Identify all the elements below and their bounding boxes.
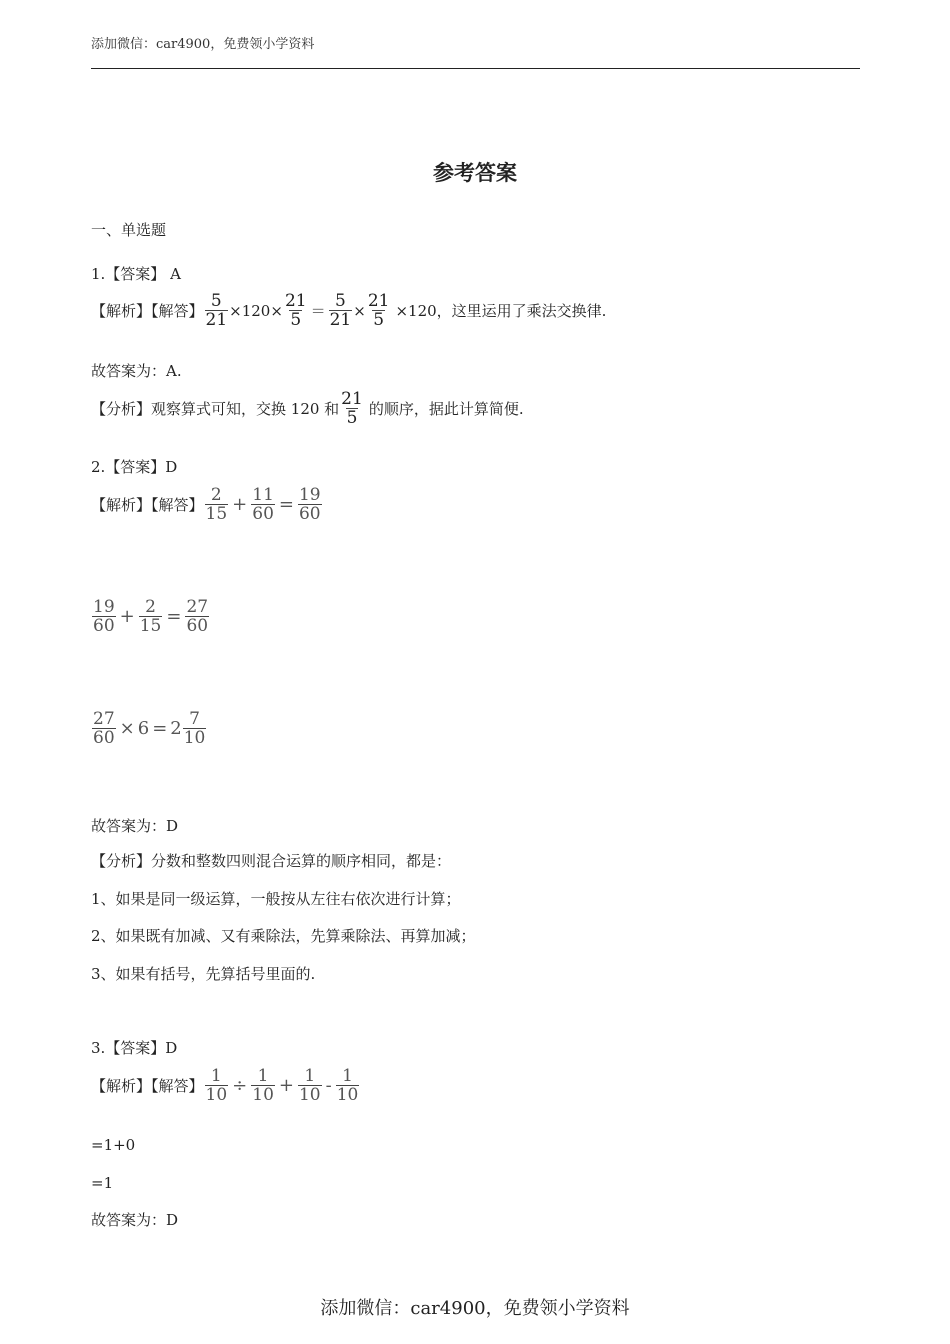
q1-solution-label: 【解析】【解答】 — [91, 301, 204, 320]
times-sign: × — [119, 717, 135, 739]
section-heading: 一、单选题 — [91, 221, 167, 239]
fraction: $\frac{19}{60}$ — [93, 597, 115, 636]
q2-rule-1: 1、如果是同一级运算，一般按从左往右依次进行计算； — [91, 890, 461, 908]
equals-sign: ＝ — [310, 301, 326, 320]
analysis-text: 的顺序，据此计算简便. — [368, 399, 524, 418]
expression-text: ×120，这里运用了乘法交换律. — [395, 301, 607, 320]
equals-sign: = — [152, 717, 168, 739]
q2-solution — [91, 486, 323, 523]
plus-sign: + — [119, 605, 135, 627]
fraction: $\frac{2}{15}$ — [205, 485, 228, 524]
fraction: $\frac{21}{5}$ — [284, 291, 307, 330]
fraction: $\frac{2}{15}$ — [139, 597, 162, 636]
fraction: $\frac{7}{10}$ — [183, 709, 206, 748]
q2-solution-label: 【解析】【解答】 — [91, 495, 204, 514]
q2-conclusion: 故答案为：D — [91, 817, 179, 835]
equals-sign: = — [166, 605, 182, 627]
equals-sign: = — [278, 493, 294, 515]
q3-step-1: =1+0 — [91, 1136, 136, 1154]
plus-sign: + — [278, 1074, 294, 1096]
fraction: $\frac{1}{10}$ — [205, 1066, 228, 1105]
q2-analysis: 【分析】分数和整数四则混合运算的顺序相同，都是： — [91, 852, 452, 870]
q3-conclusion: 故答案为：D — [91, 1211, 179, 1229]
fraction: $\frac{27}{60}$ — [93, 709, 115, 748]
fraction: $\frac{11}{60}$ — [252, 485, 274, 524]
q1-analysis — [91, 390, 524, 427]
mixed-number — [170, 710, 207, 747]
plus-sign: + — [232, 493, 248, 515]
fraction: $\frac{21}{5}$ — [367, 291, 390, 330]
fraction: $\frac{5}{21}$ — [329, 291, 352, 330]
page-header-text: 添加微信：car4900，免费领小学资料 — [91, 37, 315, 52]
q3-solution — [91, 1067, 360, 1104]
q1-answer: 1.【答案】 A — [91, 265, 181, 283]
q2-step-3 — [91, 710, 207, 747]
page-title: 参考答案 — [433, 160, 517, 185]
q2-rule-3: 3、如果有括号，先算括号里面的. — [91, 965, 316, 983]
fraction: $\frac{1}{10}$ — [336, 1066, 359, 1105]
q3-answer: 3.【答案】D — [91, 1039, 178, 1057]
expression-text: ×120× — [229, 301, 283, 320]
multiplier: 6 — [137, 717, 150, 739]
header-divider — [91, 68, 860, 69]
expression-text: × — [353, 301, 366, 320]
fraction: $\frac{19}{60}$ — [298, 485, 321, 524]
divide-sign: ÷ — [232, 1074, 248, 1096]
q2-rule-2: 2、如果既有加减、又有乘除法，先算乘除法、再算加减； — [91, 927, 476, 945]
q1-conclusion: 故答案为：A. — [91, 362, 182, 380]
q2-step-2 — [91, 598, 210, 635]
page-footer-text: 添加微信：car4900，免费领小学资料 — [320, 1298, 630, 1319]
whole-part: 2 — [170, 717, 182, 739]
q3-solution-label: 【解析】【解答】 — [91, 1076, 204, 1095]
minus-sign: - — [325, 1074, 332, 1096]
q2-answer: 2.【答案】D — [91, 458, 178, 476]
fraction: $\frac{21}{5}$ — [341, 389, 363, 428]
fraction: $\frac{1}{10}$ — [252, 1066, 274, 1105]
fraction: $\frac{1}{10}$ — [298, 1066, 321, 1105]
q1-solution — [91, 292, 606, 329]
q3-step-2: =1 — [91, 1174, 114, 1192]
analysis-text: 【分析】观察算式可知，交换 120 和 — [91, 399, 340, 418]
fraction: $\frac{27}{60}$ — [186, 597, 209, 636]
fraction: $\frac{5}{21}$ — [205, 291, 228, 330]
